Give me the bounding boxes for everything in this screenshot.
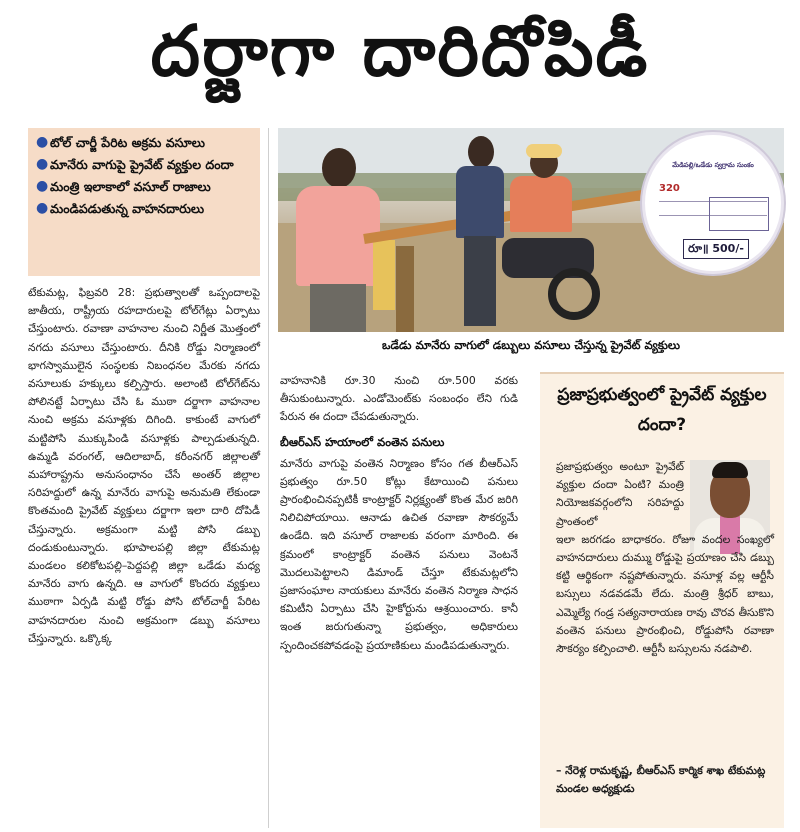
receipt-amount: రూ॥ 500/- [683, 239, 749, 259]
article-body: మానేరు వాగుపై వంతెన నిర్మాణం కోసం గత బీఆర్‌ఎస్ ప్రభుత్వం రూ.50 కోట్లు కేటాయించి పనులు ప్రారంభించినప్పటికీ కాంట్రాక్టర్ నిర్లక్ష్యంతో కొంత మేర జరిగి నిలిచిపోయాయి. ఆనాడు ఉచిత రవాణా సౌకర్యమే ఉండేది. ఇది వసూల్ రాజాలకు వరంగా మారింది. ఈ క్రమంలో కాంట్రాక్టర్ వంతెన పనులు వెంటనే మొదలుపెట్టాలని డిమాండ్ చేస్తూ టేకుమట్లలోని ప్రజాసంఘాల నాయకులు మానేరు వంతెన నిర్మాణ సాధన కమిటీని ఏర్పాటు చేసి హైకోర్టును ఆశ్రయించారు. కానీ ఇంత జరుగుతున్నా ప్రభుత్వం, అధికారులు స్పందించకపోవడంపై ప్రయాణికులు మండిపడుతున్నారు. [280, 456, 518, 652]
highlight-item [36, 200, 252, 217]
bullet-icon: ● [36, 200, 49, 216]
sidebar-title: ప్రజాప్రభుత్వంలో ప్రైవేట్ వ్యక్తుల దందా? [557, 385, 767, 435]
article-body: టేకుమట్ల, ఫిబ్రవరి 28: ప్రభుత్వాలతో ఒప్పందాలపై జాతీయ, రాష్ట్రీయ రహదారులపై టోల్‌గేట్లు ఏర్పాటు చేస్తుంటారు. రవాణా వాహనాల నుంచి నిర్ణీత మొత్తంలో నగదు వసూలు చేస్తుంటారు. దీనికి రోడ్డు నిర్మాణంలో భాగస్వాములైన సంస్థలకు నిబంధనల మేరకు నగదు వసూలుకు హక్కులు కల్పిస్తారు. అలాంటి టోల్‌గేట్‌ను పోలినట్టే ఏర్పాటు చేసి ఓ ముఠా దర్జాగా వాహనాల నుంచి అక్రమ వసూళ్లకు దిగింది. కాకుంటే వాగులో మట్టిపోసి ముక్కుపిండి వసూళ్లకు పాల్పడుతున్నది. ఉమ్మడి వరంగల్, ఆదిలాబాద్, కరీంనగర్ జిల్లాలతో మహారాష్ట్రను అనుసంధానం చేసే అంతర్ జిల్లాల సరిహద్దులో ఉన్న మానేరు వాగుపై అనుమతి లేకుండా కొంతమంది ప్రైవేట్ వ్యక్తులు దర్జాగా ఇలా దారి దోపిడీ చేస్తున్నారు. అక్రమంగా మట్టి పోసి డబ్బు దండుకుంటున్నారు. భూపాలపల్లి జిల్లా టేకుమట్ల మండలం కలికోటపల్లి–పెద్దపల్లి జిల్లా ఒడేడు మధ్య మానేరు వాగు ఉన్నది. ఆ వాగులో కొందరు వ్యక్తులు ముఠాగా ఏర్పడి మట్టి రోడ్డు పోసి టోల్‌చార్జీ పేరిట వాహనదారుల నుంచి అక్రమంగా డబ్బు వసూలు చేస్తున్నారు. ఒక్కొక్క [28, 286, 260, 645]
highlight-item [36, 156, 252, 173]
sidebar-body-full: ఇలా జరగడం బాధాకరం. రోజూ వందల సంఖ్యలో వాహనదారులు దుమ్ము రోడ్డుపై ప్రయాణం చేసి డబ్బు కట్టి ఆర్థికంగా నష్టపోతున్నారు. వసూళ్ల వల్ల ఆర్టీసీ బస్సులు నడవడమే లేదు. మంత్రి శ్రీధర్ బాబు, ఎమ్మెల్యే గండ్ర సత్యనారాయణ రావు చొరవ తీసుకొని వంతెన పనులు ప్రారంభించి, రోడ్డుపోసి రవాణా సౌకర్యం కల్పించాలి. ఆర్టీసీ బస్సులను నడపాలి. [556, 532, 774, 656]
highlight-text: మంత్రి ఇలాకాలో వసూల్ రాజాలు [50, 179, 211, 194]
barrier-rope [373, 240, 395, 310]
highlight-text: మండిపడుతున్న వాహనదారులు [50, 201, 205, 216]
highlight-text: మానేరు వాగుపై ప్రైవేట్ వ్యక్తుల దందా [50, 157, 234, 172]
bike-wheel [548, 268, 600, 320]
article-body-intro: వాహనానికి రూ.30 నుంచి రూ.500 వరకు తీసుకుంటున్నారు. ఎండోమెంట్‌కు సంబంధం లేని గుడి పేరున ఈ దందా చేపడుతున్నారు. [280, 374, 518, 424]
sidebar-body-narrow: ప్రజాప్రభుత్వం అంటూ ప్రైవేట్ వ్యక్తుల దందా ఏంటి? మంత్రి నియోజకవర్గంలోని సరిహద్దు ప్రాంతంలో [556, 460, 684, 528]
person-turban [526, 144, 562, 158]
highlight-item [36, 134, 252, 151]
highlight-text: టోల్ చార్జీ పేరిట అక్రమ వసూలు [50, 135, 205, 150]
highlight-item [36, 178, 252, 195]
bullet-icon: ● [36, 156, 49, 172]
person-shirt [510, 176, 572, 232]
highlights-box [28, 128, 260, 276]
section-subhead: బీఆర్‌ఎస్ హయాంలో వంతెన పనులు [280, 434, 445, 449]
article-column-1 [28, 284, 260, 648]
receipt-box [709, 197, 769, 231]
person-pants [310, 284, 366, 332]
receipt-header: మేడిపల్లి/ఒడేడు స్వగ్రామ సుంకం [672, 161, 754, 169]
toll-receipt-inset [642, 132, 784, 274]
bullet-icon: ● [36, 178, 49, 194]
photo-person-rider [510, 148, 572, 268]
quote-sidebar [540, 372, 784, 828]
sidebar-signoff: – నేరెళ్ల రామకృష్ణ, బీఆర్‌ఎస్ కార్మిక శాఖ టేకుమట్ల మండల అధ్యక్షుడు [556, 764, 766, 796]
barrier-post [396, 246, 414, 332]
headline: దర్జాగా దారిదోపిడీ [150, 9, 650, 92]
column-divider [268, 128, 269, 828]
receipt-serial: 320 [659, 183, 680, 194]
person-head [468, 136, 494, 168]
person-head [322, 148, 356, 188]
sidebar-body [556, 458, 774, 658]
article-column-2 [280, 372, 518, 655]
photo-caption: ఒడేడు మానేరు వాగులో డబ్బులు వసూలు చేస్తున్న ప్రైవేట్ వ్యక్తులు [382, 338, 680, 352]
bullet-icon: ● [36, 134, 49, 150]
